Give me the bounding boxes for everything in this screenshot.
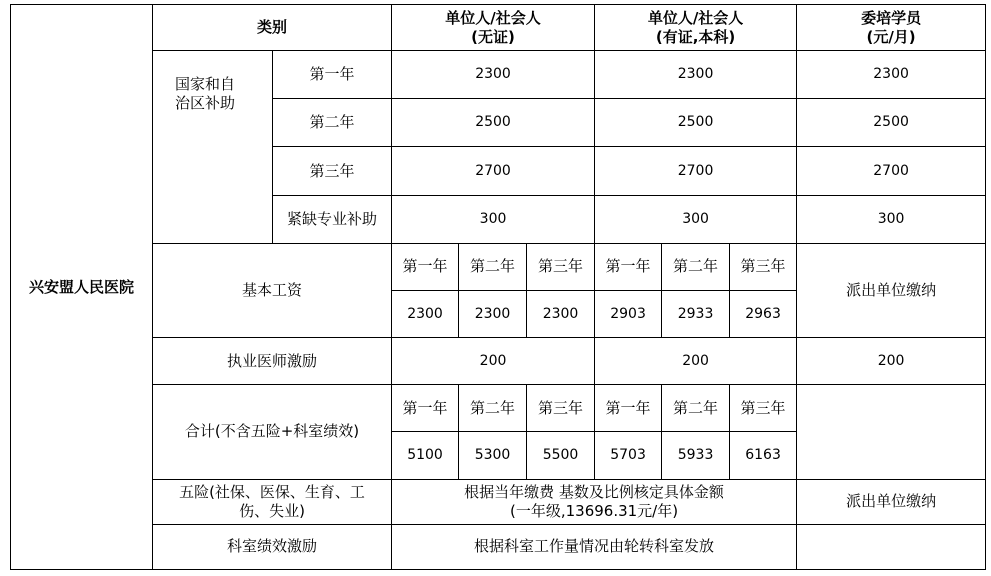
year-header: 第一年 [392, 385, 459, 432]
year-header: 第三年 [527, 243, 595, 290]
physician-value: 200 [392, 338, 595, 385]
total-label: 合计(不含五险+科室绩效) [153, 385, 392, 479]
subsidy-value: 300 [392, 195, 595, 243]
basic-wage-value: 2300 [527, 290, 595, 337]
total-entrusted [797, 385, 986, 479]
basic-wage-label: 基本工资 [153, 243, 392, 337]
header-category: 类别 [153, 5, 392, 51]
subsidy-value: 2500 [797, 99, 986, 147]
subsidy-value: 2300 [595, 51, 797, 99]
physician-value: 200 [797, 338, 986, 385]
year-header: 第二年 [459, 385, 527, 432]
total-value: 6163 [730, 432, 797, 479]
total-value: 5500 [527, 432, 595, 479]
subsidy-table [10, 4, 986, 570]
basic-wage-value: 2903 [595, 290, 662, 337]
year-header: 第三年 [527, 385, 595, 432]
total-value: 5100 [392, 432, 459, 479]
year-header: 第三年 [730, 243, 797, 290]
performance-note: 根据科室工作量情况由轮转科室发放 [392, 524, 797, 569]
insurance-entrusted: 派出单位缴纳 [797, 479, 986, 524]
basic-wage-value: 2300 [392, 290, 459, 337]
hospital-name: 兴安盟人民医院 [11, 5, 153, 570]
subsidy-row-label: 第二年 [273, 99, 392, 147]
year-header: 第一年 [595, 385, 662, 432]
total-value: 5933 [662, 432, 730, 479]
total-value: 5300 [459, 432, 527, 479]
basic-wage-entrusted: 派出单位缴纳 [797, 243, 986, 337]
physician-label: 执业医师激励 [153, 338, 392, 385]
header-nocert: 单位人/社会人 (无证) [392, 5, 595, 51]
year-header: 第一年 [595, 243, 662, 290]
insurance-note: 根据当年缴费 基数及比例核定具体金额 (一年级,13696.31元/年) [392, 479, 797, 524]
basic-wage-value: 2933 [662, 290, 730, 337]
year-header: 第二年 [459, 243, 527, 290]
year-header: 第二年 [662, 385, 730, 432]
year-header: 第一年 [392, 243, 459, 290]
basic-wage-value: 2300 [459, 290, 527, 337]
subsidy-row-label: 紧缺专业补助 [273, 195, 392, 243]
physician-value: 200 [595, 338, 797, 385]
performance-label: 科室绩效激励 [153, 524, 392, 569]
subsidy-value: 2300 [392, 51, 595, 99]
subsidy-value: 300 [797, 195, 986, 243]
subsidy-value: 2500 [595, 99, 797, 147]
subsidy-row-label: 第三年 [273, 147, 392, 195]
header-cert: 单位人/社会人 (有证,本科) [595, 5, 797, 51]
insurance-label: 五险(社保、医保、生育、工 伤、失业) [153, 479, 392, 524]
subsidy-group-label: 国家和自 治区补助 [153, 51, 273, 244]
subsidy-value: 2300 [797, 51, 986, 99]
performance-entrusted [797, 524, 986, 569]
year-header: 第二年 [662, 243, 730, 290]
year-header: 第三年 [730, 385, 797, 432]
subsidy-value: 2700 [595, 147, 797, 195]
subsidy-value: 2700 [797, 147, 986, 195]
subsidy-value: 2500 [392, 99, 595, 147]
basic-wage-value: 2963 [730, 290, 797, 337]
subsidy-row-label: 第一年 [273, 51, 392, 99]
subsidy-value: 2700 [392, 147, 595, 195]
subsidy-value: 300 [595, 195, 797, 243]
total-value: 5703 [595, 432, 662, 479]
header-entrusted: 委培学员 (元/月) [797, 5, 986, 51]
